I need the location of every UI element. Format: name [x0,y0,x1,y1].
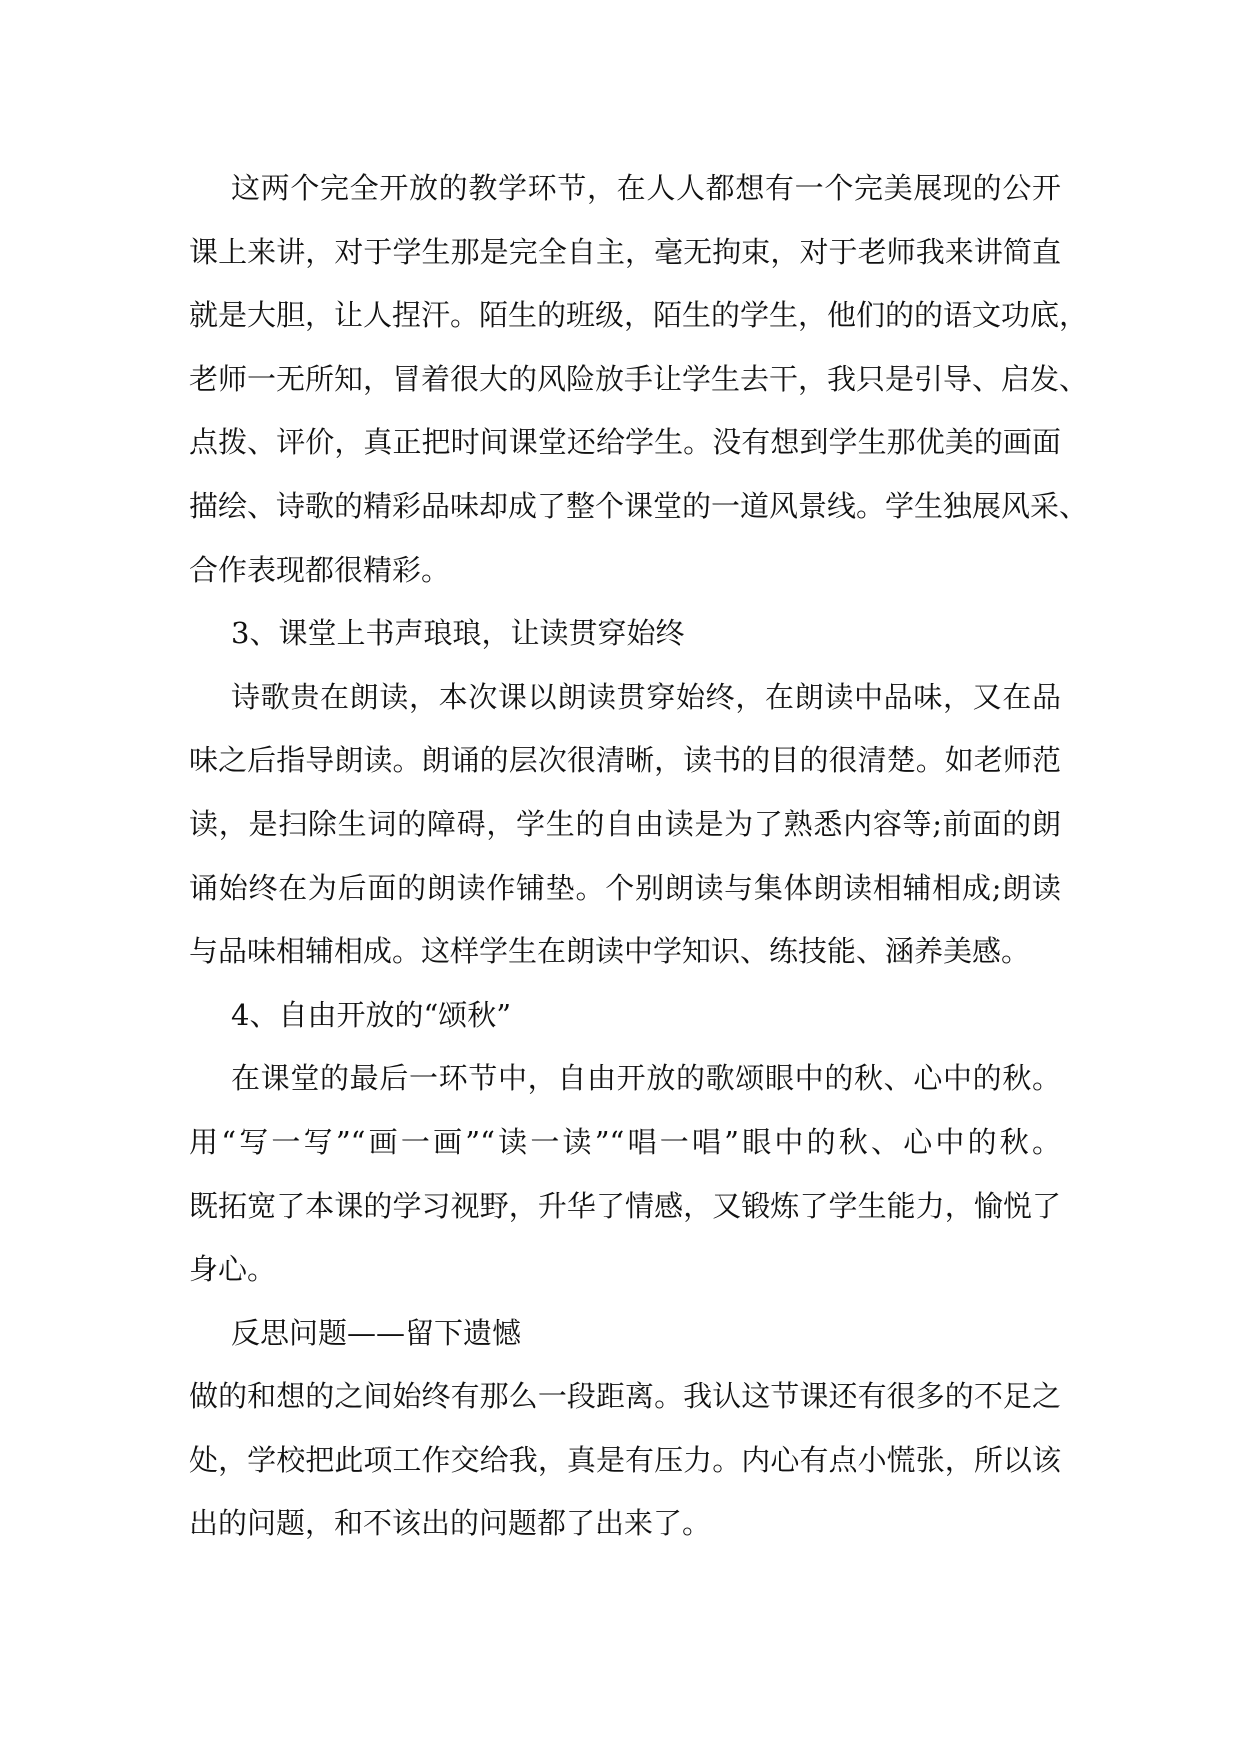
text-line: 在课堂的最后一环节中，自由开放的歌颂眼中的秋、心中的秋。 [231,1061,1061,1096]
text-line: 点拨、评价，真正把时间课堂还给学生。没有想到学生那优美的画面 [189,425,1061,460]
text-line: 身心。 [189,1252,277,1287]
text-line: 这两个完全开放的教学环节，在人人都想有一个完美展现的公开 [231,171,1061,205]
section-heading: 3、课堂上书声琅琅，让读贯穿始终 [231,616,685,651]
text-line: 课上来讲，对于学生那是完全自主，毫无拘束，对于老师我来讲简直 [189,234,1061,269]
text-line: 描绘、诗歌的精彩品味却成了整个课堂的一道风景线。学生独展风采、 [189,488,1089,523]
text-line: 诵始终在为后面的朗读作铺垫。个别朗读与集体朗读相辅相成;朗读 [189,870,1061,905]
section-heading: 4、自由开放的“颂秋” [231,997,512,1032]
text-line: 老师一无所知，冒着很大的风险放手让学生去干，我只是引导、启发、 [189,361,1089,396]
section-heading: 反思问题——留下遗憾 [231,1315,522,1350]
text-line: 处，学校把此项工作交给我，真是有压力。内心有点小慌张，所以该 [189,1442,1061,1477]
text-line: 既拓宽了本课的学习视野，升华了情感，又锻炼了学生能力，愉悦了 [189,1188,1061,1223]
text-line: 诗歌贵在朗读，本次课以朗读贯穿始终，在朗读中品味，又在品 [231,679,1061,714]
text-line: 与品味相辅相成。这样学生在朗读中学知识、练技能、涵养美感。 [189,934,1031,969]
document-body [189,157,1089,1556]
text-line: 出的问题，和不该出的问题都了出来了。 [189,1506,712,1541]
text-line: 用“写一写”“画一画”“读一读”“唱一唱”眼中的秋、心中的秋。 [189,1124,1061,1159]
text-line: 合作表现都很精彩。 [189,552,451,587]
text-line: 做的和想的之间始终有那么一段距离。我认这节课还有很多的不足之 [189,1379,1061,1414]
text-line: 味之后指导朗读。朗诵的层次很清晰，读书的目的很清楚。如老师范 [189,743,1061,778]
text-line: 就是大胆，让人捏汗。陌生的班级，陌生的学生，他们的的语文功底， [189,298,1089,333]
text-line: 读，是扫除生词的障碍，学生的自由读是为了熟悉内容等;前面的朗 [189,806,1061,841]
